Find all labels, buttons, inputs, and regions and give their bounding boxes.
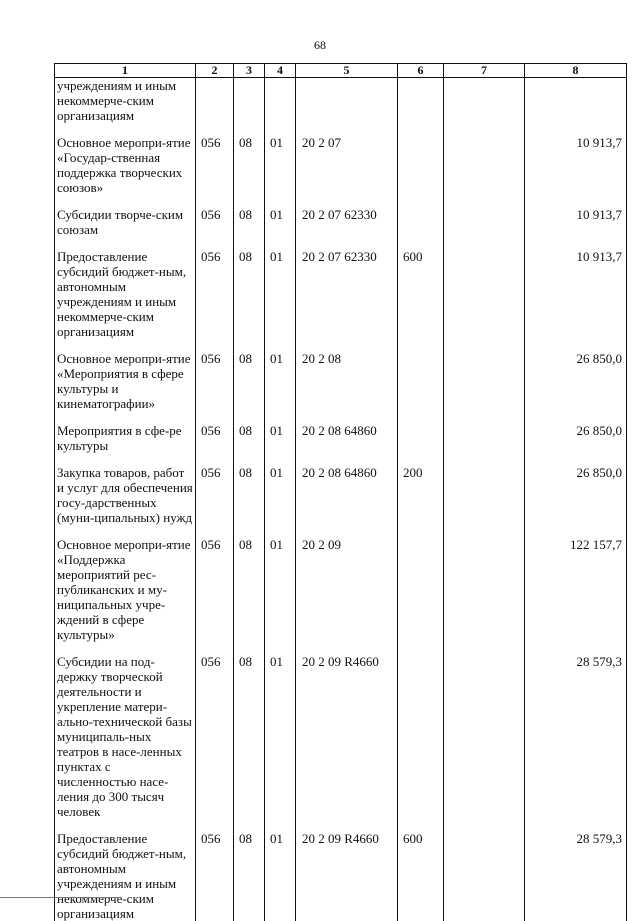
table-body [55, 78, 627, 921]
row-col-3: 08 [234, 249, 265, 339]
row-col-7 [444, 78, 525, 124]
row-col-2: 056 [196, 654, 234, 819]
row-col-4: 01 [265, 654, 296, 819]
table-row [55, 537, 627, 642]
row-name: Субсидии творче-ским союзам [55, 207, 196, 237]
table-row [55, 78, 627, 124]
table-row [55, 831, 627, 921]
budget-table [54, 63, 627, 921]
row-col-8 [525, 78, 627, 124]
row-spacer [55, 123, 627, 135]
row-name: учреждениям и иным некоммерче-ским организациям [55, 78, 196, 124]
table-row [55, 423, 627, 453]
row-col-5: 20 2 09 R4660 [296, 831, 398, 921]
row-col-5 [296, 78, 398, 124]
row-col-8: 10 913,7 [525, 135, 627, 195]
row-col-4: 01 [265, 537, 296, 642]
row-name: Основное меропри-ятие «Государ-ственная поддержка творческих союзов» [55, 135, 196, 195]
row-name: Основное меропри-ятие «Поддержка мероприятий рес-публиканских и му-ниципальных учре-ждений в сфере культуры» [55, 537, 196, 642]
row-col-2: 056 [196, 351, 234, 411]
row-col-5: 20 2 08 [296, 351, 398, 411]
row-col-7 [444, 351, 525, 411]
row-col-8: 26 850,0 [525, 465, 627, 525]
row-col-2: 056 [196, 537, 234, 642]
row-col-3 [234, 78, 265, 124]
row-col-2: 056 [196, 135, 234, 195]
row-spacer [55, 195, 627, 207]
row-col-5: 20 2 09 R4660 [296, 654, 398, 819]
row-col-7 [444, 423, 525, 453]
row-spacer [55, 642, 627, 654]
row-col-3: 08 [234, 654, 265, 819]
page-number: 68 [0, 38, 640, 53]
row-spacer [55, 339, 627, 351]
row-col-6: 600 [398, 249, 444, 339]
row-col-2: 056 [196, 249, 234, 339]
row-spacer [55, 525, 627, 537]
row-col-4: 01 [265, 207, 296, 237]
row-col-7 [444, 207, 525, 237]
row-col-5: 20 2 07 [296, 135, 398, 195]
column-header-1: 1 [55, 64, 196, 78]
row-col-4: 01 [265, 351, 296, 411]
row-col-2: 056 [196, 831, 234, 921]
row-name: Субсидии на под-держку творческой деятельности и укрепление матери-ально-технической базы муниципаль-ных театров в насе-ленных пунктах с численностью насе-ления до 300 тысяч человек [55, 654, 196, 819]
table-row [55, 249, 627, 339]
row-col-6 [398, 537, 444, 642]
row-col-6 [398, 351, 444, 411]
row-col-6: 600 [398, 831, 444, 921]
row-spacer [55, 237, 627, 249]
row-col-3: 08 [234, 351, 265, 411]
row-col-3: 08 [234, 831, 265, 921]
row-col-2: 056 [196, 465, 234, 525]
table-row [55, 465, 627, 525]
row-col-6: 200 [398, 465, 444, 525]
row-col-8: 122 157,7 [525, 537, 627, 642]
row-col-3: 08 [234, 537, 265, 642]
row-spacer [55, 453, 627, 465]
row-col-7 [444, 249, 525, 339]
row-name: Основное меропри-ятие «Мероприятия в сфере культуры и кинематографии» [55, 351, 196, 411]
table-row [55, 207, 627, 237]
row-spacer [55, 819, 627, 831]
row-name: Закупка товаров, работ и услуг для обеспечения госу-дарственных (муни-ципальных) нужд [55, 465, 196, 525]
column-header-4: 4 [265, 64, 296, 78]
row-col-5: 20 2 07 62330 [296, 249, 398, 339]
row-col-3: 08 [234, 423, 265, 453]
row-col-5: 20 2 08 64860 [296, 465, 398, 525]
row-col-2: 056 [196, 423, 234, 453]
row-col-5: 20 2 07 62330 [296, 207, 398, 237]
row-col-3: 08 [234, 135, 265, 195]
column-header-2: 2 [196, 64, 234, 78]
row-col-7 [444, 831, 525, 921]
row-col-7 [444, 654, 525, 819]
row-col-4: 01 [265, 249, 296, 339]
row-col-6 [398, 78, 444, 124]
row-col-8: 26 850,0 [525, 423, 627, 453]
row-col-5: 20 2 09 [296, 537, 398, 642]
row-col-4: 01 [265, 831, 296, 921]
header-row [55, 64, 627, 78]
column-header-7: 7 [444, 64, 525, 78]
table-row [55, 654, 627, 819]
row-col-7 [444, 537, 525, 642]
row-col-8: 28 579,3 [525, 654, 627, 819]
row-col-8: 28 579,3 [525, 831, 627, 921]
row-col-4: 01 [265, 423, 296, 453]
row-col-8: 10 913,7 [525, 249, 627, 339]
row-col-6 [398, 135, 444, 195]
row-col-4: 01 [265, 135, 296, 195]
row-name: Предоставление субсидий бюджет-ным, автономным учреждениям и иным некоммерче-ским организациям [55, 831, 196, 921]
row-col-4 [265, 78, 296, 124]
row-col-2: 056 [196, 207, 234, 237]
row-col-7 [444, 135, 525, 195]
column-header-5: 5 [296, 64, 398, 78]
row-col-6 [398, 654, 444, 819]
footer-rule [0, 897, 120, 898]
column-header-3: 3 [234, 64, 265, 78]
row-name: Мероприятия в сфе-ре культуры [55, 423, 196, 453]
row-col-7 [444, 465, 525, 525]
row-spacer [55, 411, 627, 423]
row-col-8: 26 850,0 [525, 351, 627, 411]
column-header-6: 6 [398, 64, 444, 78]
row-col-6 [398, 423, 444, 453]
column-header-8: 8 [525, 64, 627, 78]
row-col-4: 01 [265, 465, 296, 525]
row-col-3: 08 [234, 465, 265, 525]
row-col-5: 20 2 08 64860 [296, 423, 398, 453]
row-col-2 [196, 78, 234, 124]
table-row [55, 135, 627, 195]
row-col-3: 08 [234, 207, 265, 237]
row-col-6 [398, 207, 444, 237]
row-col-8: 10 913,7 [525, 207, 627, 237]
table-row [55, 351, 627, 411]
row-name: Предоставление субсидий бюджет-ным, автономным учреждениям и иным некоммерче-ским организациям [55, 249, 196, 339]
